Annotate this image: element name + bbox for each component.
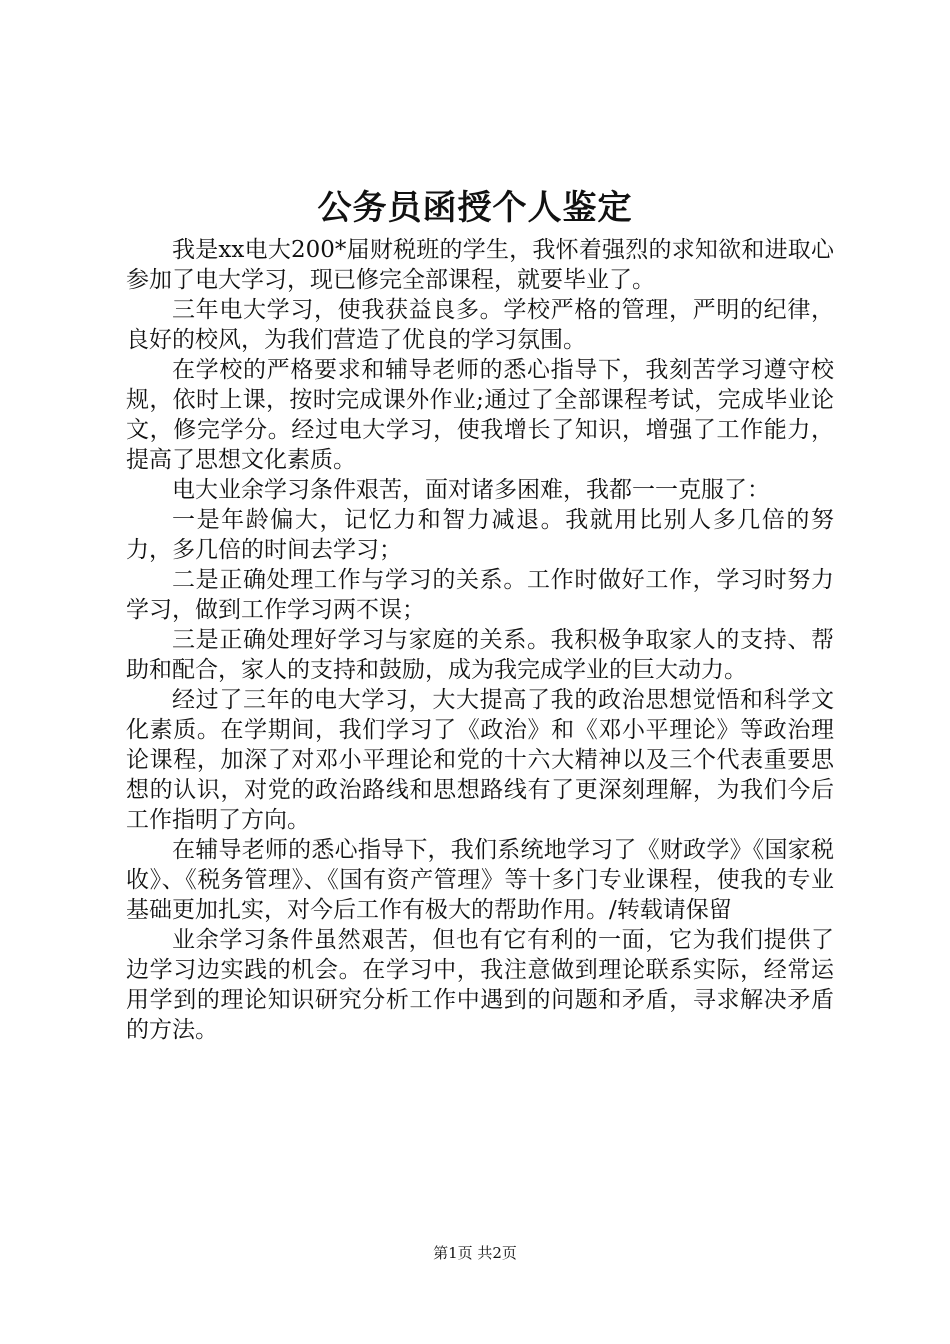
paragraph: 电大业余学习条件艰苦，面对诸多困难，我都一一克服了： xyxy=(172,477,770,503)
paragraph: 三是正确处理好学习与家庭的关系。我积极争取家人的支持、帮助和配合，家人的支持和鼓励，成为我完成学业的巨大动力。 xyxy=(126,627,834,683)
page-footer: 第1页 共2页 xyxy=(433,1244,517,1262)
paragraph: 在辅导老师的悉心指导下，我们系统地学习了《财政学》《国家税收》、《税务管理》、《国有资产管理》等十多门专业课程，使我的专业基础更加扎实，对今后工作有极大的帮助作用。/转载请保留 xyxy=(126,837,834,923)
paragraph: 业余学习条件虽然艰苦，但也有它有利的一面，它为我们提供了边学习边实践的机会。在学习中，我注意做到理论联系实际，经常运用学到的理论知识研究分析工作中遇到的问题和矛盾，寻求解决矛盾的方法。 xyxy=(126,927,834,1043)
paragraph: 一是年龄偏大，记忆力和智力减退。我就用比别人多几倍的努力，多几倍的时间去学习； xyxy=(126,507,834,563)
document-body xyxy=(126,235,834,1045)
paragraph: 我是xx电大200*届财税班的学生，我怀着强烈的求知欲和进取心参加了电大学习，现已修完全部课程，就要毕业了。 xyxy=(126,237,834,293)
paragraph: 三年电大学习，使我获益良多。学校严格的管理，严明的纪律，良好的校风，为我们营造了优良的学习氛围。 xyxy=(126,297,834,353)
document-title: 公务员函授个人鉴定 xyxy=(317,188,633,228)
paragraph: 经过了三年的电大学习，大大提高了我的政治思想觉悟和科学文化素质。在学期间，我们学习了《政治》和《邓小平理论》等政治理论课程，加深了对邓小平理论和党的十六大精神以及三个代表重要思想的认识，对党的政治路线和思想路线有了更深刻理解，为我们今后工作指明了方向。 xyxy=(126,687,834,833)
paragraph: 二是正确处理工作与学习的关系。工作时做好工作，学习时努力学习，做到工作学习两不误； xyxy=(126,567,834,623)
paragraph: 在学校的严格要求和辅导老师的悉心指导下，我刻苦学习遵守校规，依时上课，按时完成课外作业;通过了全部课程考试，完成毕业论文，修完学分。经过电大学习，使我增长了知识，增强了工作能力，提高了思想文化素质。 xyxy=(126,357,834,473)
